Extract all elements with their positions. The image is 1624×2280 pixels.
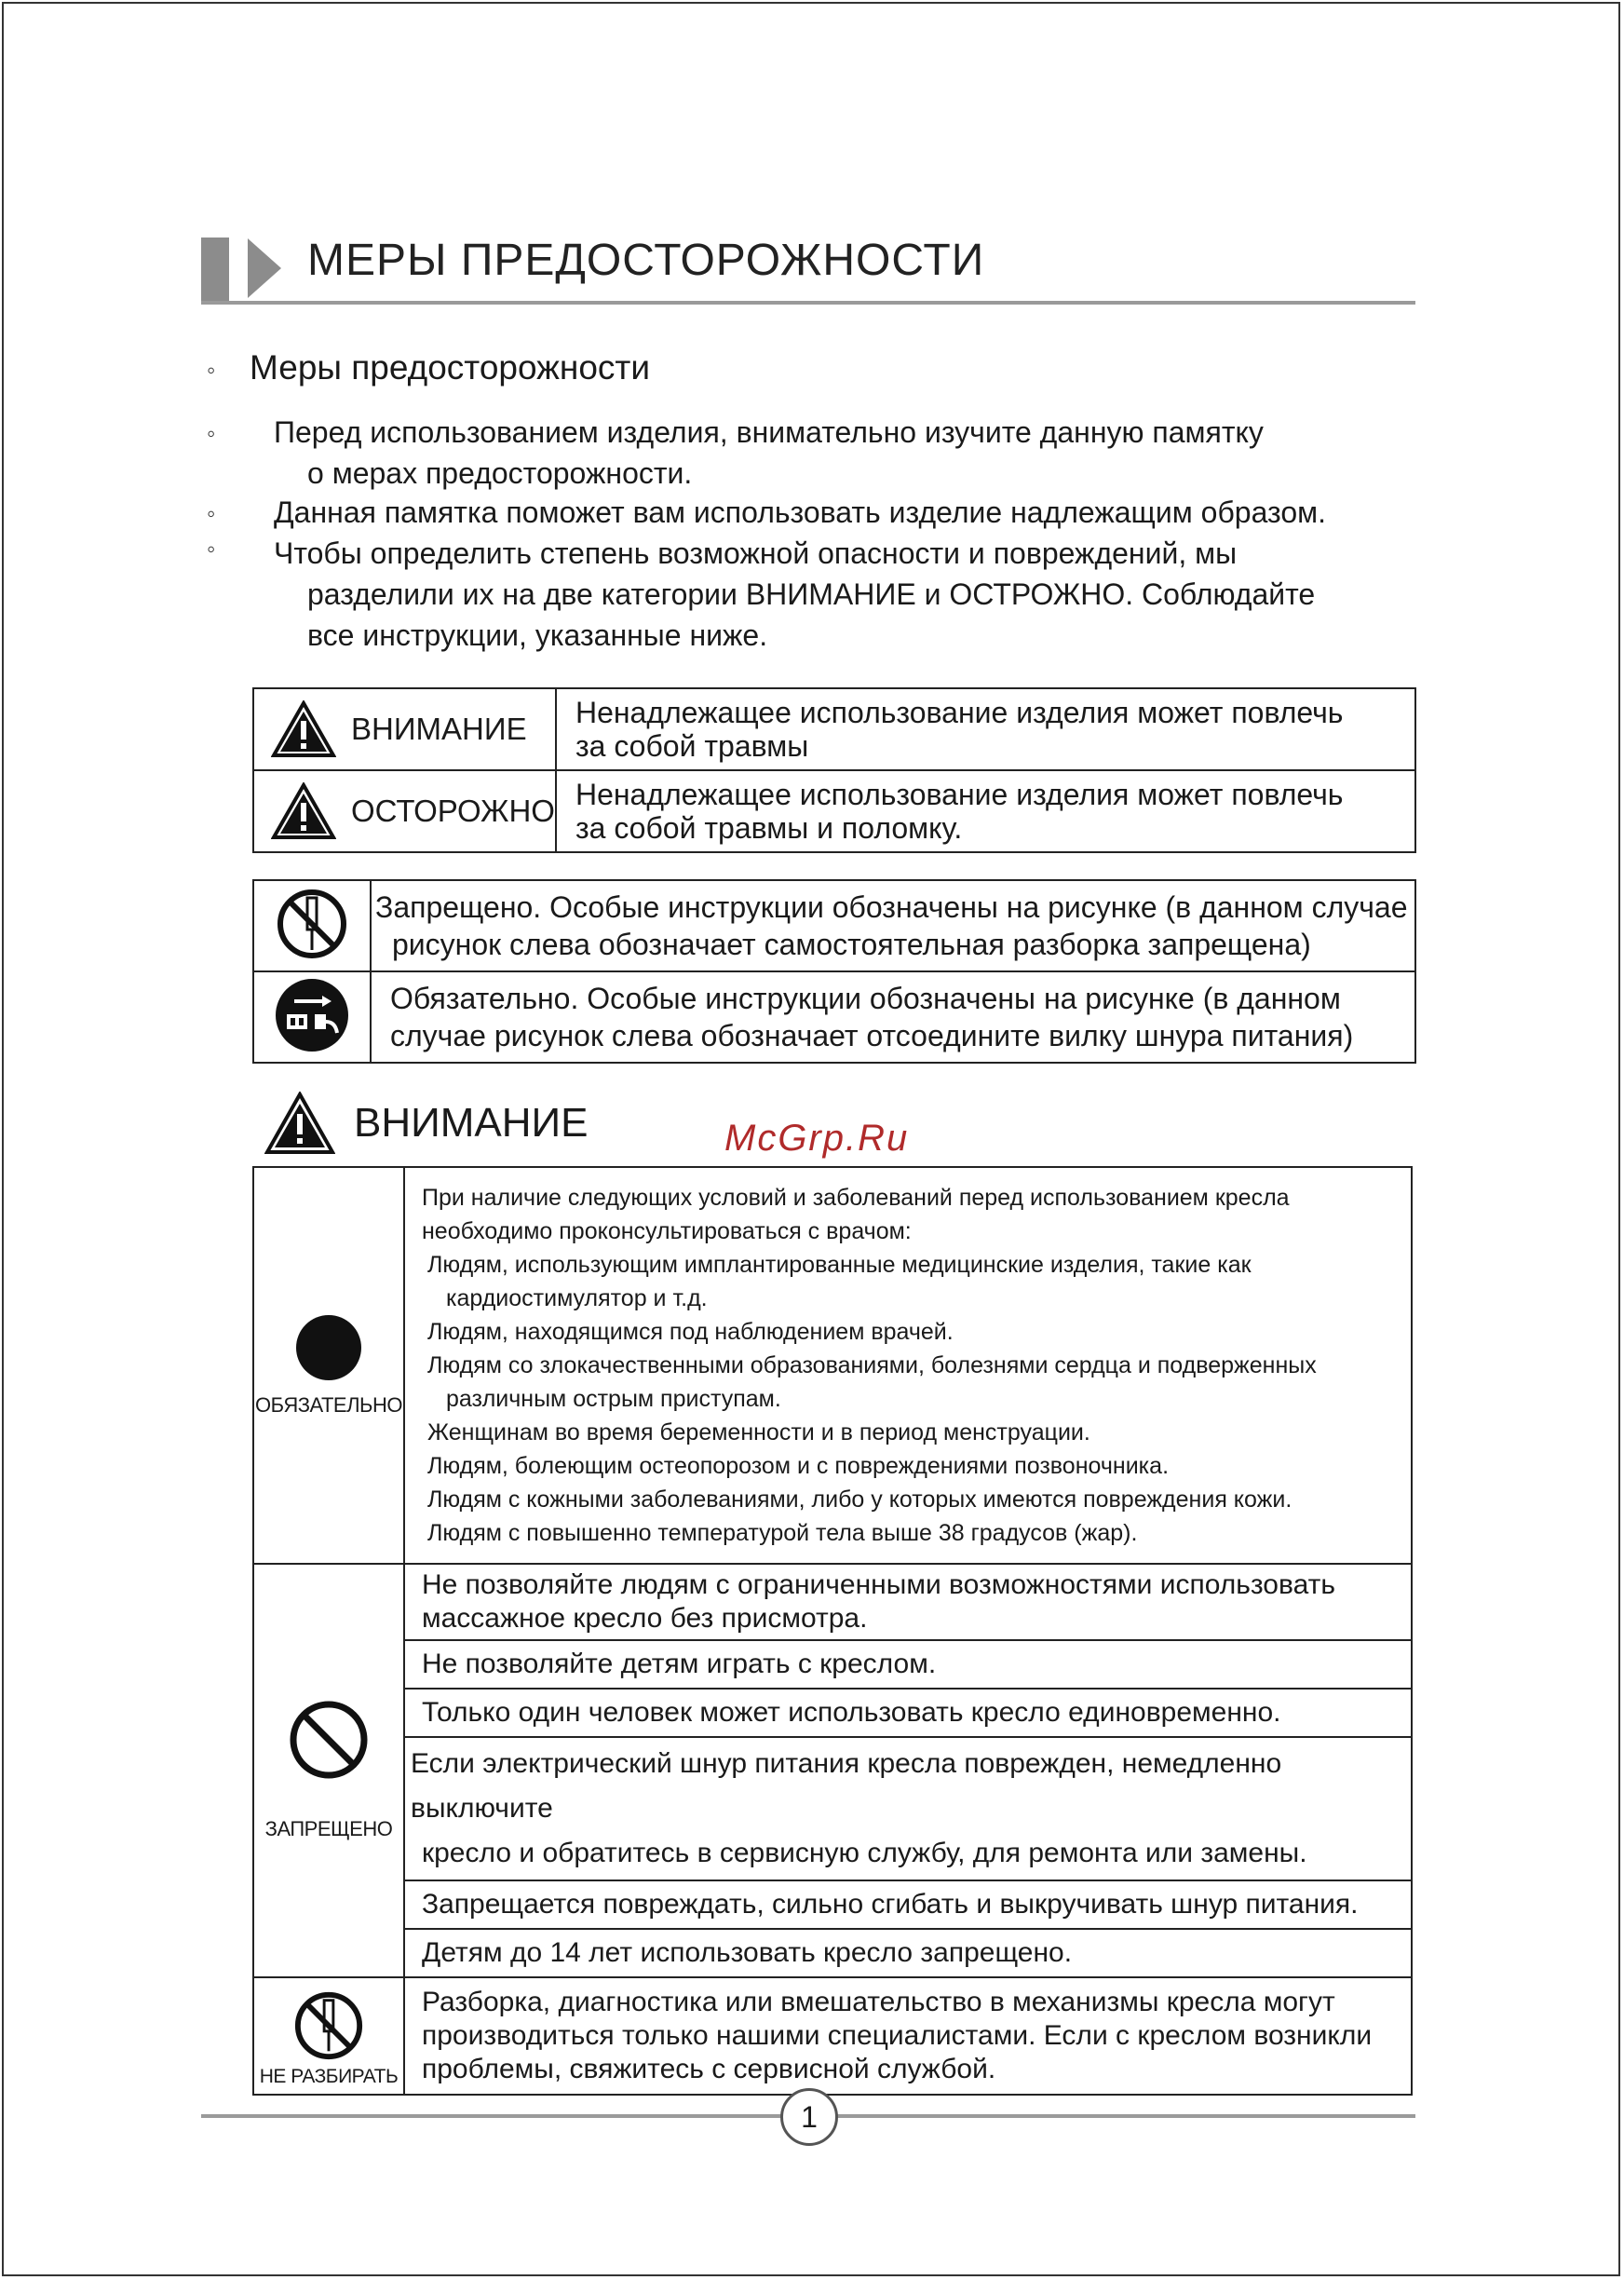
category-desc: за собой травмы и поломку. — [575, 811, 963, 845]
category-row-caution — [253, 770, 1415, 852]
mandatory-item: Людям, использующим имплантированные медицинские изделия, такие как — [427, 1252, 1252, 1278]
mandatory-item: Людям, находящимся под наблюдением врачей. — [427, 1319, 954, 1345]
prohibited-item: кресло и обратитесь в сервисную службу, для ремонта или замены. — [422, 1838, 1307, 1868]
mandatory-intro: необходимо проконсультироваться с врачом: — [422, 1218, 912, 1244]
symbol-table — [252, 879, 1416, 1064]
warning-table — [252, 1166, 1413, 2096]
disassembly-text: проблемы, свяжитесь с сервисной службой. — [422, 2054, 996, 2084]
intro-line: все инструкции, указанные ниже. — [307, 618, 768, 652]
mandatory-label: ОБЯЗАТЕЛЬНО — [255, 1393, 402, 1417]
prohibited-item: массажное кресло без присмотра. — [422, 1603, 868, 1634]
prohibited-row — [253, 1880, 1412, 1929]
intro-item-2 — [274, 492, 1326, 533]
intro-line: Данная памятка поможет вам использовать изделие надлежащим образом. — [274, 495, 1326, 529]
intro-line: о мерах предосторожности. — [307, 456, 693, 490]
bullet-icon: ◦ — [207, 356, 216, 384]
intro-line: Чтобы определить степень возможной опасности и повреждений, мы — [274, 536, 1238, 570]
prohibited-item: Не позволяйте детям играть с креслом. — [422, 1649, 937, 1679]
prohibited-row — [253, 1689, 1412, 1737]
mandatory-item: кардиостимулятор и т.д. — [446, 1285, 708, 1311]
unplug-icon — [274, 977, 350, 1053]
mandatory-intro: При наличие следующих условий и заболеваний перед использованием кресла — [422, 1185, 1290, 1211]
page-title: МЕРЫ ПРЕДОСТОРОЖНОСТИ — [307, 236, 985, 285]
mandatory-item: Людям со злокачественными образованиями, болезнями сердца и подверженных — [427, 1352, 1317, 1378]
prohibited-row — [253, 1737, 1412, 1880]
warning-triangle-icon — [271, 700, 336, 758]
symbol-desc: случае рисунок слева обозначает отсоедините вилку шнура питания) — [390, 1019, 1354, 1052]
header-divider — [201, 301, 1415, 305]
intro-item-3 — [274, 533, 1315, 656]
warning-triangle-icon — [271, 782, 336, 840]
intro-line: разделили их на две категории ВНИМАНИЕ и ОСТРОЖНО. Соблюдайте — [307, 577, 1316, 611]
prohibited-item: Не позволяйте людям с ограниченными возможностями использовать — [422, 1569, 1335, 1600]
category-label: ОСТОРОЖНО — [351, 794, 555, 828]
warning-triangle-icon — [264, 1092, 335, 1155]
prohibited-item: Запрещается повреждать, сильно сгибать и выкручивать шнур питания. — [422, 1889, 1359, 1920]
prohibited-label: ЗАПРЕЩЕНО — [264, 1817, 393, 1840]
bullet-icon: ◦ — [207, 535, 216, 563]
mandatory-item: Людям с кожными заболеваниями, либо у которых имеются повреждения кожи. — [427, 1486, 1292, 1513]
prohibited-icon — [289, 1700, 369, 1780]
category-label: ВНИМАНИЕ — [351, 712, 527, 746]
symbol-desc: рисунок слева обозначает самостоятельная разборка запрещена) — [392, 928, 1311, 961]
disassembly-text: Разборка, диагностика или вмешательство в механизмы кресла могут — [422, 1987, 1335, 2017]
prohibited-item: Если электрический шнур питания кресла поврежден, немедленно выключите — [411, 1748, 1282, 1824]
category-table — [252, 687, 1416, 853]
header-arrow-icon — [248, 238, 281, 298]
mandatory-circle-icon — [294, 1313, 363, 1382]
disassembly-text: производиться только нашими специалистами. Если с креслом возникли — [422, 2020, 1373, 2051]
intro-item-1 — [274, 412, 1264, 494]
symbol-desc: Запрещено. Особые инструкции обозначены на рисунке (в данном случае — [375, 890, 1408, 924]
prohibited-row — [253, 1929, 1412, 1977]
prohibited-row — [253, 1564, 1412, 1640]
no-disassembly-icon — [292, 1989, 365, 2062]
warning-title: ВНИМАНИЕ — [354, 1100, 589, 1146]
intro-line: Перед использованием изделия, внимательно изучите данную памятку — [274, 415, 1264, 449]
category-desc: Ненадлежащее использование изделия может повлечь — [575, 778, 1344, 811]
mandatory-item: различным острым приступам. — [446, 1386, 781, 1412]
mandatory-item: Людям с повышенно температурой тела выше 38 градусов (жар). — [427, 1520, 1138, 1546]
mandatory-item: Женщинам во время беременности и в период менструации. — [427, 1419, 1090, 1445]
warning-heading — [264, 1092, 589, 1155]
bullet-icon: ◦ — [207, 499, 216, 527]
disassembly-row — [253, 1977, 1412, 2095]
page-number: 1 — [780, 2088, 838, 2146]
prohibited-item: Детям до 14 лет использовать кресло запрещено. — [422, 1937, 1073, 1968]
symbol-row-prohibited — [253, 880, 1415, 971]
no-disassembly-icon — [275, 887, 349, 961]
symbol-desc: Обязательно. Особые инструкции обозначены на рисунке (в данном — [390, 982, 1341, 1015]
symbol-row-mandatory — [253, 971, 1415, 1063]
header-bar-decoration — [201, 238, 229, 303]
section-subheading: Меры предосторожности — [250, 348, 651, 387]
disassembly-label: НЕ РАЗБИРАТЬ — [259, 2066, 399, 2087]
category-desc: за собой травмы — [575, 729, 809, 763]
bullet-icon: ◦ — [207, 419, 216, 447]
category-row-warning — [253, 688, 1415, 770]
watermark: McGrp.Ru — [724, 1118, 910, 1159]
prohibited-item: Только один человек может использовать кресло единовременно. — [422, 1697, 1281, 1728]
prohibited-row — [253, 1640, 1412, 1689]
mandatory-item: Людям, болеющим остеопорозом и с повреждениями позвоночника. — [427, 1453, 1170, 1479]
mandatory-row — [253, 1167, 1412, 1564]
category-desc: Ненадлежащее использование изделия может повлечь — [575, 696, 1344, 729]
